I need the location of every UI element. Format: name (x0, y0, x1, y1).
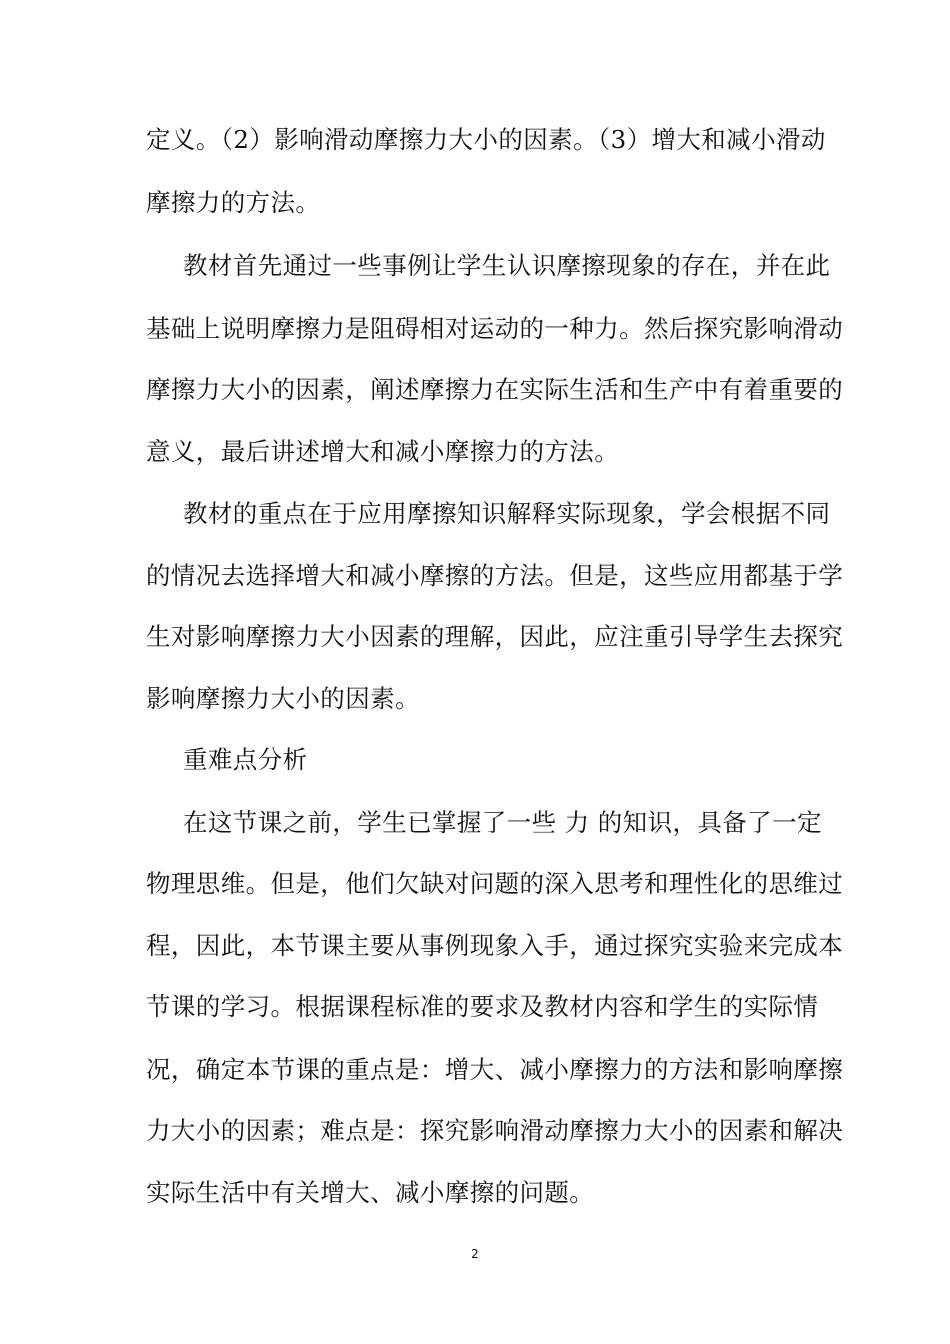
text-line: 摩擦力的方法。 (146, 188, 321, 217)
text-line: 况，确定本节课的重点是：增大、减小摩擦力的方法和影响摩擦 (146, 1055, 844, 1084)
text-line: 摩擦力大小的因素，阐述摩擦力在实际生活和生产中有着重要的 (146, 375, 844, 404)
text-line: 实际生活中有关增大、减小摩擦的问题。 (146, 1178, 595, 1207)
text-line: 节课的学习。根据课程标准的要求及教材内容和学生的实际情 (146, 992, 819, 1021)
text-line: 定义。（2）影响滑动摩擦力大小的因素。（3）增大和减小滑动 (146, 125, 826, 154)
text-line: 力大小的因素；难点是：探究影响滑动摩擦力大小的因素和解决 (146, 1116, 844, 1145)
text-line: 的情况去选择增大和减小摩擦的方法。但是，这些应用都基于学 (146, 561, 844, 590)
text-line: 程，因此，本节课主要从事例现象入手，通过探究实验来完成本 (146, 931, 844, 960)
section-heading: 重难点分析 (183, 745, 308, 774)
text-line: 生对影响摩擦力大小因素的理解，因此，应注重引导学生去探究 (146, 622, 844, 651)
paragraph-start-line: 教材的重点在于应用摩擦知识解释实际现象，学会根据不同 (183, 499, 831, 528)
text-line: 意义，最后讲述增大和减小摩擦力的方法。 (146, 437, 620, 466)
paragraph-start-line: 教材首先通过一些事例让学生认识摩擦现象的存在，并在此 (183, 251, 831, 280)
paragraph-start-line: 在这节课之前，学生已掌握了一些 力 的知识，具备了一定 (183, 808, 822, 837)
page-number: 2 (471, 1247, 479, 1261)
text-line: 基础上说明摩擦力是阻碍相对运动的一种力。然后探究影响滑动 (146, 314, 844, 343)
text-line: 物理思维。但是，他们欠缺对问题的深入思考和理性化的思维过 (146, 869, 844, 898)
text-line: 影响摩擦力大小的因素。 (146, 684, 420, 713)
